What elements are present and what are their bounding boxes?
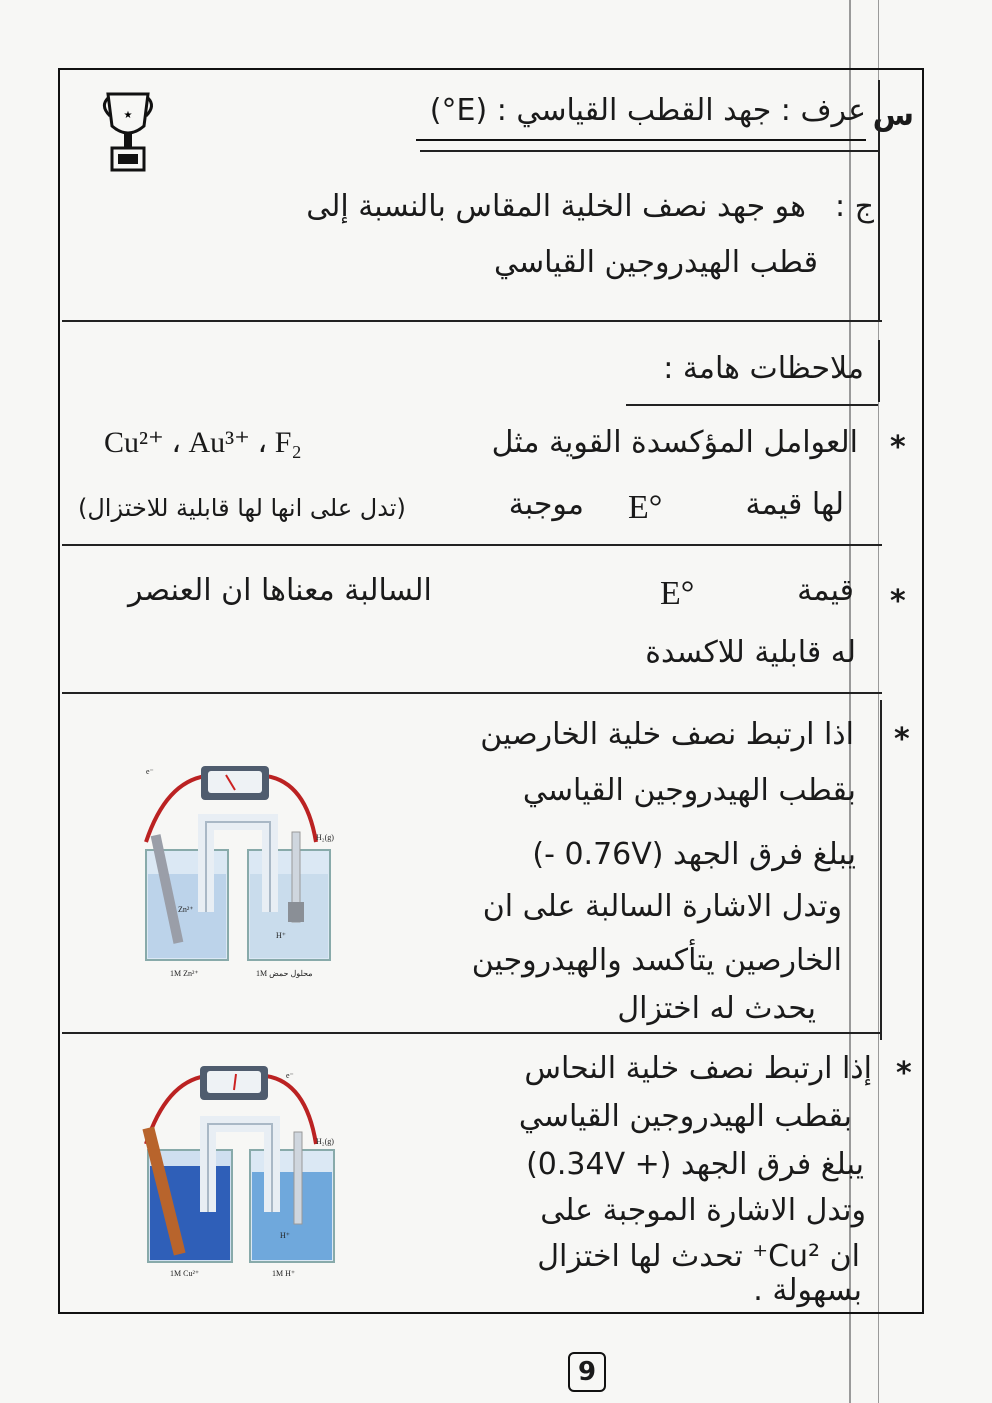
hydrogen-ion-label: H⁺ [276,931,286,940]
zinc-solution-label: 1M Zn²⁺ [170,969,199,978]
note2-symbol: E° [660,575,695,612]
copper-line-2: بقطب الهيدروجين القياسي [518,1099,852,1134]
copper-line-5: ان Cu²⁺ تحدث لها اختزال [537,1239,860,1274]
hydrogen-solution-label: 1M H⁺ [272,1269,296,1278]
copper-line-6: بسهولة . [753,1273,862,1308]
answer-marker: ج : [834,189,874,224]
zinc-line-6: يحدث له اختزال [617,991,816,1026]
section-divider [62,544,882,546]
note-star: * [894,722,910,757]
zinc-line-2: بقطب الهيدروجين القياسي [522,773,856,808]
hydrogen-gas-label: H₂(g) [316,1137,334,1146]
note1-line1: العوامل المؤكسدة القوية مثل [491,425,858,460]
electron-label: e⁻ [286,1071,294,1080]
section-divider [62,1032,882,1034]
question-title: عرف : جهد القطب القياسي : (E°) [416,88,866,141]
note2-line2: له قابلية للاكسدة [645,635,856,670]
note1-ions: Cu²⁺ ، Au³⁺ ، F₂ [104,426,302,459]
acid-solution-label: 1M محلول حمض [256,969,313,978]
copper-line-1: إذا ارتبط نصف خلية النحاس [524,1051,872,1086]
note1-line2-c: (تدل على انها لها قابلية للاختزال) [78,494,406,522]
electron-label: e⁻ [146,767,154,776]
margin-divider [878,80,880,320]
notes-box-side [878,340,880,402]
notes-heading: ملاحظات هامة : [663,351,864,386]
note-star: * [896,1056,912,1091]
trophy-icon [100,88,156,174]
zinc-line-5: الخارصين يتأكسد والهيدروجين [471,943,842,978]
note2-line1-b: السالبة معناها ان العنصر [128,573,432,608]
answer-line-1: هو جهد نصف الخلية المقاس بالنسبة إلى [306,189,806,224]
svg-text:★: ★ [123,110,133,121]
note-box-side [880,700,882,1040]
title-underline [420,150,878,152]
hydrogen-gas-label: H₂(g) [316,833,334,842]
section-divider [62,692,882,694]
note-star: * [890,584,906,619]
answer-line-2: قطب الهيدروجين القياسي [494,245,818,280]
section-divider [62,320,882,322]
copper-line-3: يبلغ فرق الجهد (+ 0.34V) [526,1147,864,1182]
note1-symbol: E° [628,489,663,526]
page-number: 9 [568,1352,606,1392]
note1-line2-b: موجبة [508,487,584,522]
zinc-line-1: اذا ارتبط نصف خلية الخارصين [480,717,854,752]
question-marker: س [872,98,914,133]
zinc-line-3: يبلغ فرق الجهد (0.76V -) [532,837,856,872]
note2-line1-a: قيمة [797,573,854,608]
copper-hydrogen-cell-diagram [110,1062,370,1282]
copper-solution-label: 1M Cu²⁺ [170,1269,200,1278]
zinc-line-4: وتدل الاشارة السالبة على ان [482,889,842,924]
notes-heading-underline [626,404,878,406]
copper-line-4: وتدل الاشارة الموجبة على [540,1193,866,1228]
hydrogen-ion-label: H⁺ [280,1231,290,1240]
zinc-ion-label: Zn²⁺ [178,905,194,914]
zinc-hydrogen-cell-diagram [106,762,376,982]
note-star: * [890,430,906,465]
note1-line2-a: لها قيمة [745,487,844,522]
